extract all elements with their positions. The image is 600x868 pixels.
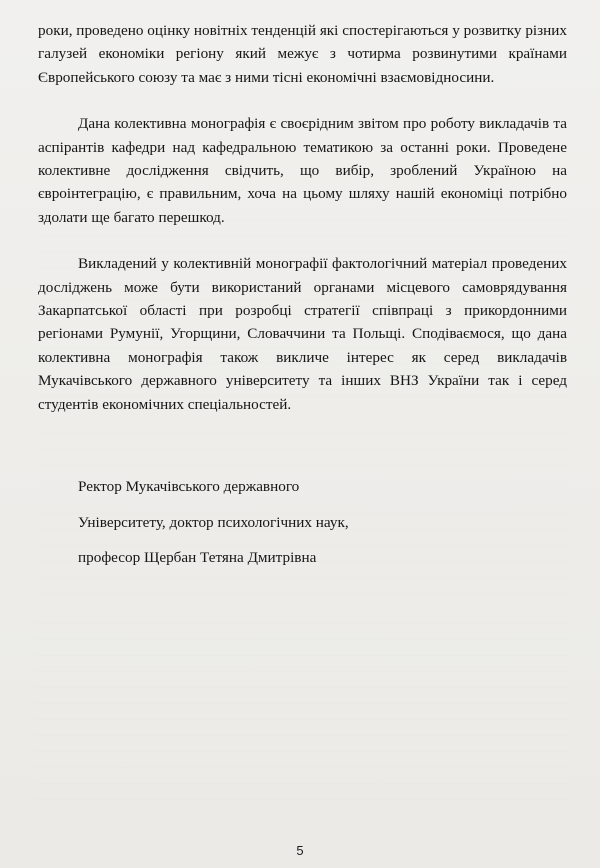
paragraph-monograph-report: Дана колективна монографія є своєрідним звітом про роботу викладачів та аспірантів кафедри над кафедральною тематикою за останні роки. Проведене колективне дослідження свідчить, що вибір, зроблений Україною на євроінтеграцію, є правильним, хоча на цьому шляху нашій економіці потрібно здолати ще багато перешкод. xyxy=(38,115,567,226)
signature-degree: Університету, доктор психологічних наук, xyxy=(78,513,349,531)
signature-position: Ректор Мукачівського державного xyxy=(78,478,300,496)
paragraph-continued: роки, проведено оцінку новітніх тенденцій які спостерігаються у розвитку різних галузей економіки регіону який межує з чотирма розвинутими країнами Європейського союзу та має з ними тісні економічні взаємовідносини. xyxy=(38,22,567,86)
body-text xyxy=(38,19,567,570)
signature-block xyxy=(78,475,567,570)
bleed-through-text xyxy=(34,610,570,800)
signature-name: професор Щербан Тетяна Дмитрівна xyxy=(78,549,317,567)
paragraph-material-usage: Викладений у колективній монографії фактологічний матеріал проведених досліджень може бути використаний органами місцевого самоврядування Закарпатської області при розробці стратегії співпраці з прикордонними регіонами Румунії, Угорщини, Словаччини та Польщі. Сподіваємося, що дана колективна монографія також викличе інтерес як серед викладачів Мукачівського державного університету та інших ВНЗ України так і серед студентів економічних спеціальностей. xyxy=(38,255,567,413)
page-number: 5 xyxy=(296,843,304,858)
